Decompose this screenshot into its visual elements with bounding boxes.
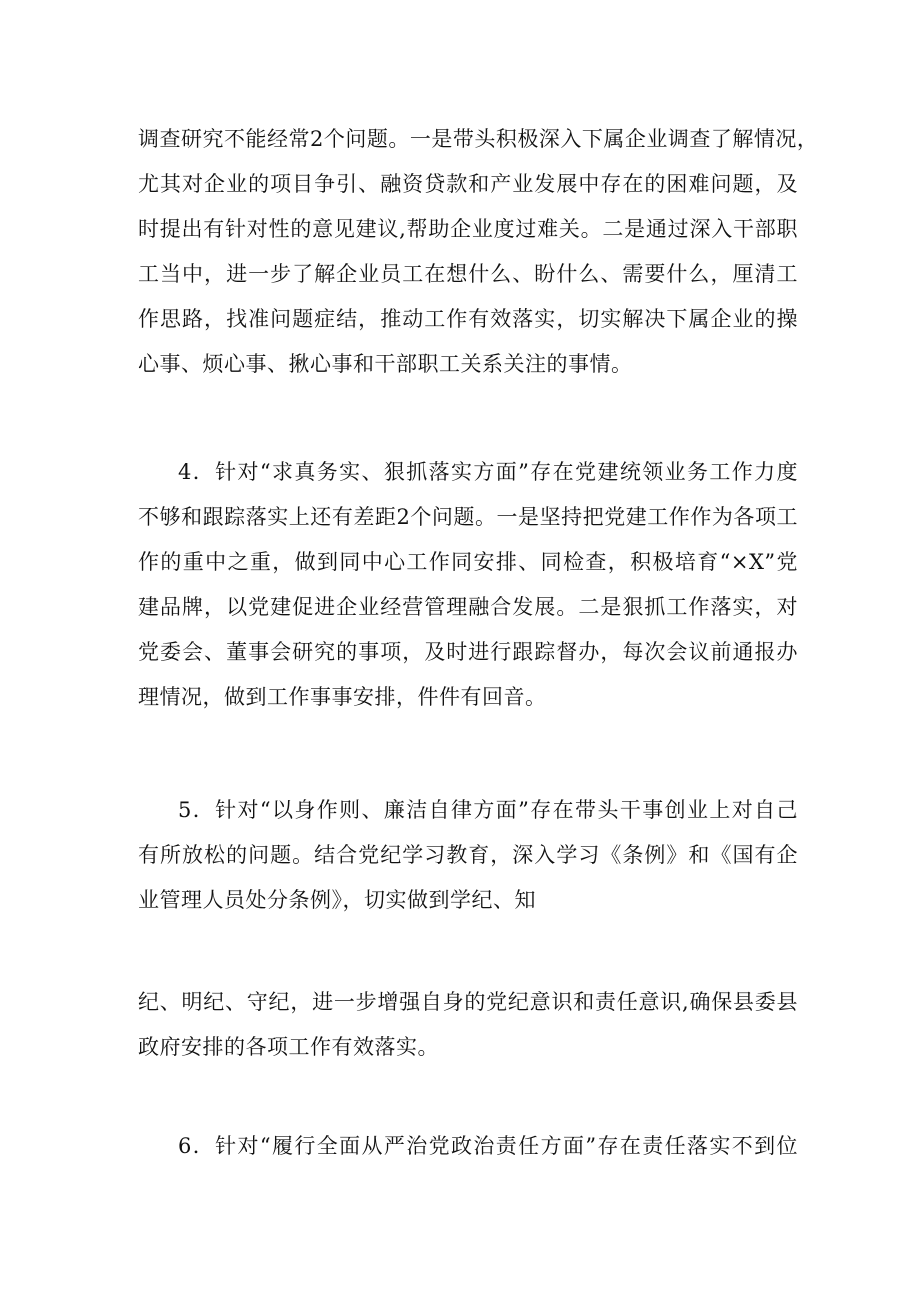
paragraph-5-continued bbox=[138, 980, 798, 1070]
text-line: 业管理人员处分条例》，切实做到学纪、知 bbox=[138, 888, 536, 912]
text-line: 理情况，做到工作事事安排，件件有回音。 bbox=[138, 685, 547, 709]
text-line: 时提出有针对性的意见建议,帮助企业度过难关。二是通过深入干部职 bbox=[138, 217, 798, 241]
text-line: 4．针对“求真务实、狠抓落实方面”存在党建统领业务工作力度 bbox=[178, 460, 798, 484]
text-line: 作思路，找准问题症结，推动工作有效落实，切实解决下属企业的操 bbox=[138, 307, 798, 331]
text-line: 尤其对企业的项目争引、融资贷款和产业发展中存在的困难问题，及 bbox=[138, 172, 798, 196]
text-line: 有所放松的问题。结合党纪学习教育，深入学习《条例》和《国有企 bbox=[138, 843, 798, 867]
paragraph-5 bbox=[138, 788, 798, 923]
text-line: 6．针对“履行全面从严治党政治责任方面”存在责任落实不到位 bbox=[178, 1134, 798, 1158]
text-line: 不够和跟踪落实上还有差距2个问题。一是坚持把党建工作作为各项工 bbox=[138, 505, 798, 529]
paragraph-6 bbox=[138, 1124, 798, 1169]
text-line: 工当中，进一步了解企业员工在想什么、盼什么、需要什么，厘清工 bbox=[138, 262, 798, 286]
text-line: 纪、明纪、守纪，进一步增强自身的党纪意识和责任意识,确保县委县 bbox=[138, 990, 798, 1014]
text-line: 调查研究不能经常2个问题。一是带头积极深入下属企业调查了解情况， bbox=[138, 127, 819, 151]
text-line: 建品牌，以党建促进企业经营管理融合发展。二是狠抓工作落实，对 bbox=[138, 595, 798, 619]
text-line: 心事、烦心事、揪心事和干部职工关系关注的事情。 bbox=[138, 352, 633, 376]
paragraph-4 bbox=[138, 450, 798, 720]
text-line: 政府安排的各项工作有效落实。 bbox=[138, 1035, 439, 1059]
text-line: 党委会、董事会研究的事项，及时进行跟踪督办，每次会议前通报办 bbox=[138, 640, 798, 664]
paragraph-3-continued bbox=[138, 117, 819, 387]
text-line: 5．针对“以身作则、廉洁自律方面”存在带头干事创业上对自己 bbox=[178, 798, 798, 822]
text-line: 作的重中之重，做到同中心工作同安排、同检查，积极培育“×X”党 bbox=[138, 550, 798, 574]
